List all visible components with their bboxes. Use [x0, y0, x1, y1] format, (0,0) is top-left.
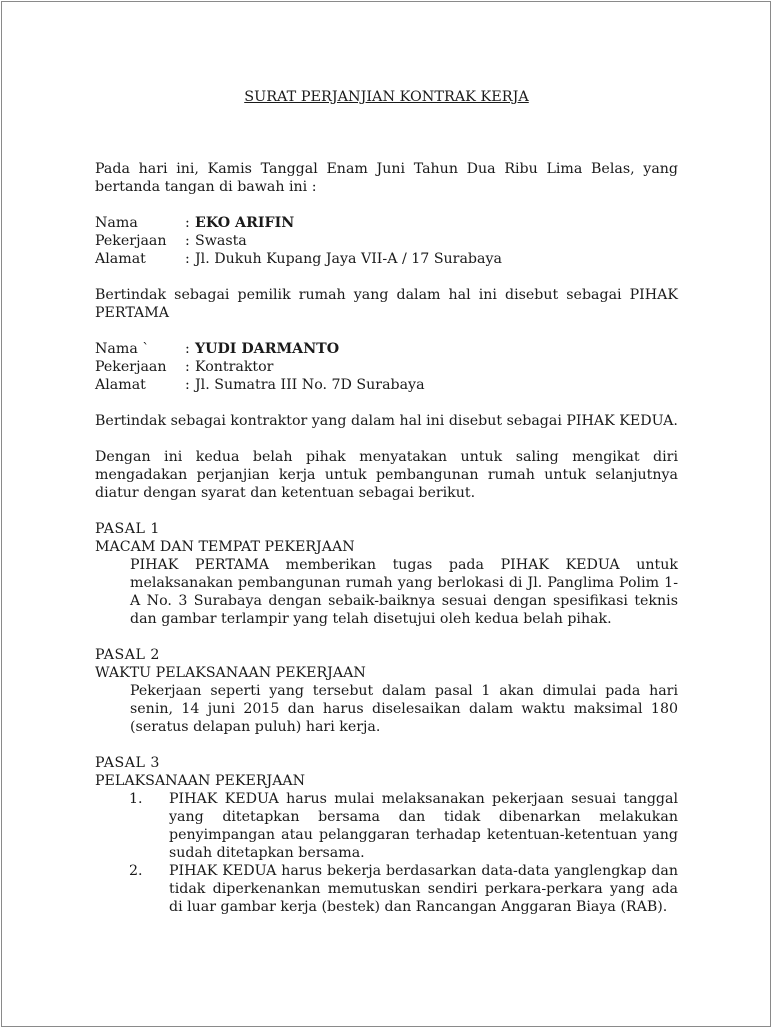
- spacer: [95, 322, 678, 340]
- spacer: [95, 736, 678, 754]
- list-item-number: 1.: [129, 791, 143, 807]
- party2-job-row: [95, 358, 678, 376]
- party1-job-value: Swasta: [195, 233, 247, 249]
- party1-address-row: [95, 250, 678, 268]
- party1-address-label: Alamat: [95, 251, 146, 267]
- pasal-2-title: WAKTU PELAKSANAAN PEKERJAAN: [95, 665, 366, 681]
- party1-name-label: Nama: [95, 215, 138, 231]
- pasal-2-body: Pekerjaan seperti yang tersebut dalam pasal 1 akan dimulai pada hari senin, 14 juni 2015 dan harus diselesaikan dalam waktu maksimal 180 (seratus delapan puluh) hari kerja.: [130, 683, 678, 735]
- pasal-1-number: PASAL 1: [95, 521, 160, 537]
- party2-name-label: Nama `: [95, 341, 150, 357]
- pasal-3-list: [95, 790, 678, 916]
- pasal-1-section: [95, 520, 678, 628]
- party1-job-row: [95, 232, 678, 250]
- list-item-text: PIHAK KEDUA harus mulai melaksanakan pekerjaan sesuai tanggal yang ditetapkan bersama dan tidak dibenarkan melakukan penyimpangan atau pelanggaran terhadap ketentuan-ketentuan yang sudah ditetapkan bersama.: [169, 791, 678, 861]
- list-item: [95, 862, 678, 916]
- pasal-3-number: PASAL 3: [95, 755, 160, 771]
- contract-document: [95, 88, 678, 916]
- agreement-paragraph: Dengan ini kedua belah pihak menyatakan untuk saling mengikat diri mengadakan perjanjian kerja untuk pembangunan rumah untuk selanjutnya diatur dengan syarat dan ketentuan sebagai berikut.: [95, 449, 678, 501]
- party1-job-sep: :: [185, 233, 190, 249]
- party1-address-value: Jl. Dukuh Kupang Jaya VII-A / 17 Surabaya: [195, 251, 502, 267]
- party1-name-value: EKO ARIFIN: [195, 215, 295, 231]
- party2-details: [95, 340, 678, 394]
- spacer: [95, 394, 678, 412]
- pasal-3-section: [95, 754, 678, 916]
- spacer: [95, 196, 678, 214]
- party1-job-label: Pekerjaan: [95, 233, 167, 249]
- spacer: [95, 502, 678, 520]
- spacer: [95, 628, 678, 646]
- list-item-number: 2.: [129, 863, 143, 879]
- party2-job-value: Kontraktor: [195, 359, 274, 375]
- party1-role-paragraph: Bertindak sebagai pemilik rumah yang dalam hal ini disebut sebagai PIHAK PERTAMA: [95, 287, 678, 321]
- party1-address-sep: :: [185, 251, 190, 267]
- pasal-1-title: MACAM DAN TEMPAT PEKERJAAN: [95, 539, 355, 555]
- party2-address-sep: :: [185, 377, 190, 393]
- party2-address-label: Alamat: [95, 377, 146, 393]
- spacer: [95, 430, 678, 448]
- party2-address-row: [95, 376, 678, 394]
- intro-paragraph: Pada hari ini, Kamis Tanggal Enam Juni Tahun Dua Ribu Lima Belas, yang bertanda tangan di bawah ini :: [95, 161, 678, 195]
- party2-name-value: YUDI DARMANTO: [195, 341, 340, 357]
- party2-job-label: Pekerjaan: [95, 359, 167, 375]
- pasal-2-number: PASAL 2: [95, 647, 160, 663]
- list-item: [95, 790, 678, 862]
- party2-name-sep: :: [185, 341, 190, 357]
- party2-name-row: [95, 340, 678, 358]
- spacer: [95, 268, 678, 286]
- party2-job-sep: :: [185, 359, 190, 375]
- pasal-1-body: PIHAK PERTAMA memberikan tugas pada PIHAK KEDUA untuk melaksanakan pembangunan rumah yang berlokasi di Jl. Panglima Polim 1-A No. 3 Surabaya dengan sebaik-baiknya sesuai dengan spesifikasi teknis dan gambar terlampir yang telah disetujui oleh kedua belah pihak.: [130, 557, 678, 627]
- document-title: SURAT PERJANJIAN KONTRAK KERJA: [244, 89, 529, 105]
- party1-details: [95, 214, 678, 268]
- party1-name-sep: :: [185, 215, 190, 231]
- party2-address-value: Jl. Sumatra III No. 7D Surabaya: [195, 377, 425, 393]
- pasal-3-title: PELAKSANAAN PEKERJAAN: [95, 773, 306, 789]
- party1-name-row: [95, 214, 678, 232]
- party2-role-paragraph: Bertindak sebagai kontraktor yang dalam hal ini disebut sebagai PIHAK KEDUA.: [95, 413, 678, 429]
- list-item-text: PIHAK KEDUA harus bekerja berdasarkan data-data yanglengkap dan tidak diperkenankan memutuskan sendiri perkara-perkara yang ada di luar gambar kerja (bestek) dan Rancangan Anggaran Biaya (RAB).: [169, 863, 678, 915]
- pasal-2-section: [95, 646, 678, 736]
